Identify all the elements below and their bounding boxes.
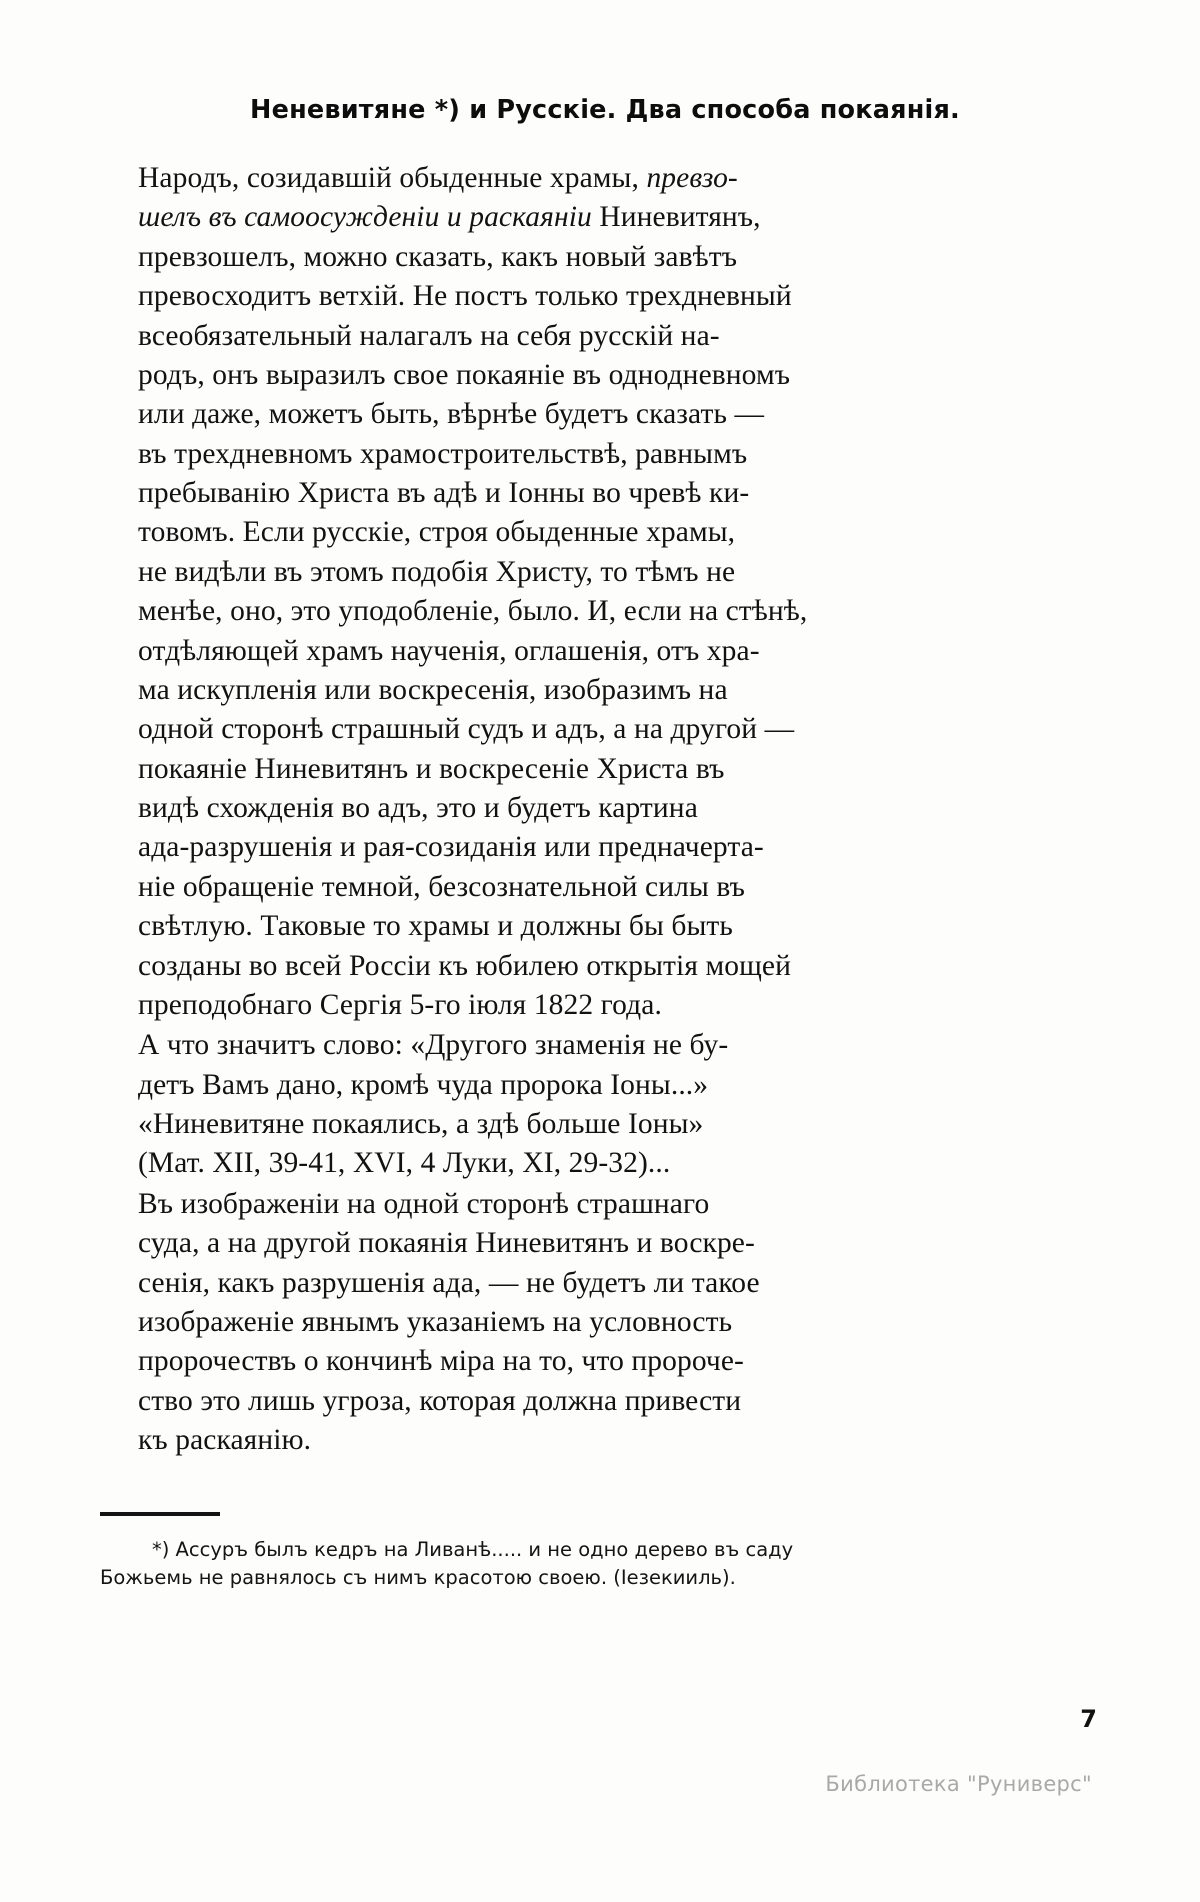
text-line: или даже, можетъ быть, вѣрнѣе будетъ сказать — [138,398,765,431]
text-line: пребыванію Христа въ адѣ и Іонны во чревѣ ки- [138,477,750,509]
text-line: превосходитъ ветхій. Не постъ только трехдневный [138,280,792,313]
text-line: ство это лишь угроза, которая должна привести [138,1384,742,1417]
footnote-divider [100,1512,220,1516]
text-line: Народъ, созидавшій обыденные храмы, превзо- [138,162,738,194]
text-line: ма искупленія или воскресенія, изобразимъ на [138,673,728,706]
text-line: детъ Вамъ дано, кромѣ чуда пророка Іоны...» [138,1068,709,1101]
text-line: видѣ схожденія во адъ, это и будетъ картина [138,792,698,824]
page-content [100,95,1100,1592]
text-line: преподобнаго Сергія 5-го іюля 1822 года. [138,988,662,1021]
text-line: родъ, онъ выразилъ свое покаяніе въ однодневномъ [138,358,791,391]
footnote [100,1536,1100,1591]
text-line: (Мат. XII, 39-41, XVI, 4 Луки, XI, 29-32)... [138,1147,671,1180]
text-line: въ трехдневномъ храмостроительствѣ, равнымъ [138,437,748,470]
text-line: сенія, какъ разрушенія ада, — не будетъ ли такое [138,1266,760,1299]
text-line: товомъ. Если русскіе, строя обыденные храмы, [138,516,736,549]
text-line: шелъ въ самоосужденіи и раскаяніи Ниневитянъ, [138,201,761,234]
text-line: отдѣляющей храмъ наученія, оглашенія, отъ хра- [138,634,760,667]
text-line: не видѣли въ этомъ подобія Христу, то тѣмъ не [138,555,736,588]
paragraph-1 [100,159,1100,1025]
text-line: «Ниневитяне покаялись, а здѣ больше Іоны» [138,1108,704,1140]
body-text [100,159,1100,1460]
text-line: всеобязательный налагалъ на себя русскій на- [138,319,720,352]
text-line: превзошелъ, можно сказать, какъ новый завѣтъ [138,240,738,273]
text-line: покаяніе Ниневитянъ и воскресеніе Христа въ [138,752,725,785]
footnote-line: *) Ассуръ былъ кедръ на Ливанѣ..... и не одно дерево въ саду [152,1538,794,1562]
page-number: 7 [1080,1705,1097,1733]
text-line: ада-разрушенія и рая-созиданія или предначерта- [138,831,764,864]
page-title: Неневитяне *) и Русскіе. Два способа покаянія. [250,95,960,125]
text-line: одной сторонѣ страшный судъ и адъ, а на другой — [138,713,795,746]
text-line: пророчествъ о кончинѣ міра на то, что пророче- [138,1345,744,1378]
text-line: А что значитъ слово: «Другого знаменія не бу- [138,1029,729,1062]
text-line: Въ изображеніи на одной сторонѣ страшнаго [138,1187,710,1220]
text-line: созданы во всей Россіи къ юбилею открытія мощей [138,949,791,982]
library-watermark: Библиотека "Руниверс" [825,1772,1092,1796]
paragraph-2 [100,1026,1100,1184]
paragraph-3 [100,1185,1100,1461]
text-line: свѣтлую. Таковые то храмы и должны бы быть [138,910,733,943]
text-line: къ раскаянію. [138,1424,312,1456]
text-line: менѣе, оно, это уподобленіе, было. И, если на стѣнѣ, [138,595,808,628]
footnote-line: Божьемь не равнялось съ нимъ красотою своею. (Іезекииль). [100,1566,736,1590]
text-line: суда, а на другой покаянія Ниневитянъ и воскре- [138,1227,755,1260]
text-line: изображеніе явнымъ указаніемъ на условность [138,1305,733,1338]
text-line: ніе обращеніе темной, безсознательной силы въ [138,870,745,903]
